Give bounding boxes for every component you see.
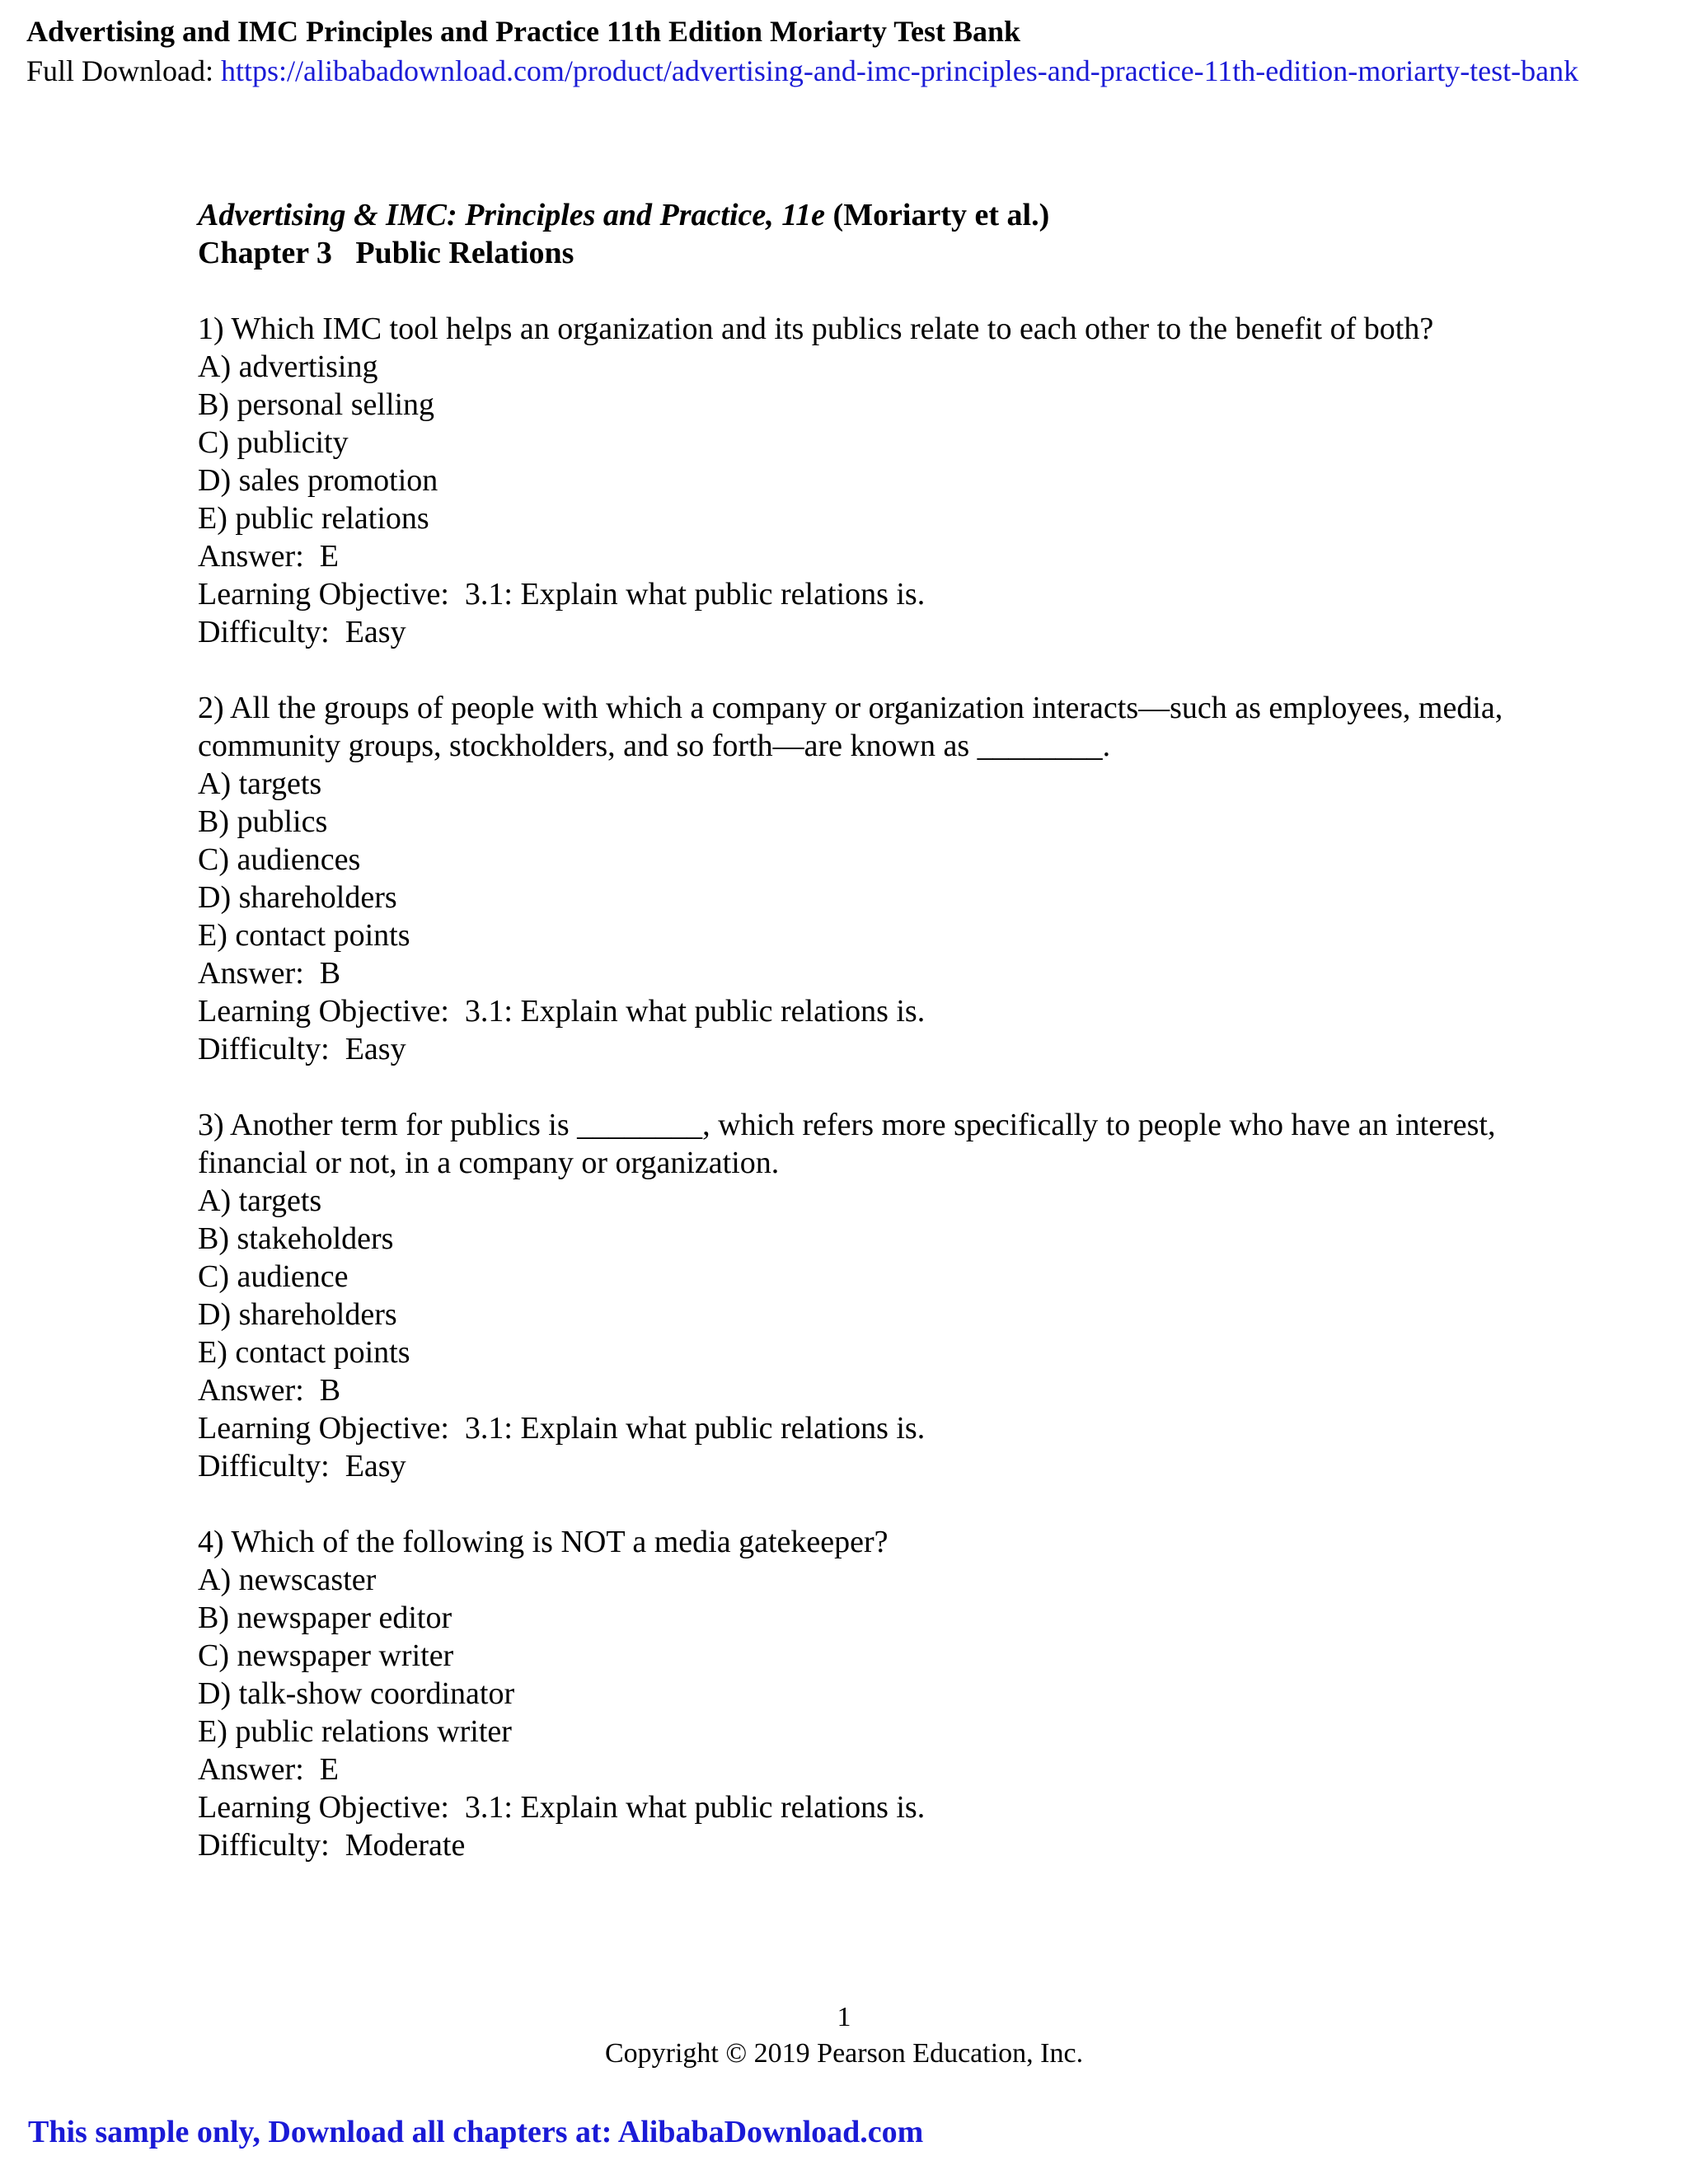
- answer-option: A) advertising: [198, 349, 378, 384]
- learning-objective: Learning Objective: 3.1: Explain what public relations is.: [198, 994, 926, 1029]
- question-stem: 3) Another term for publics is ________, which refers more specifically to people who have an interest, financial or not, in a company or organization.: [198, 1108, 1503, 1180]
- answer-option: C) newspaper writer: [198, 1638, 454, 1673]
- difficulty: Difficulty: Easy: [198, 615, 406, 649]
- book-title: [198, 196, 1517, 234]
- download-label: Full Download:: [26, 54, 222, 87]
- chapter-heading: Chapter 3 Public Relations: [198, 236, 574, 270]
- answer-option: B) publics: [198, 804, 328, 839]
- correct-answer: Answer: B: [198, 1373, 341, 1408]
- learning-objective: Learning Objective: 3.1: Explain what public relations is.: [198, 577, 926, 612]
- learning-objective: Learning Objective: 3.1: Explain what public relations is.: [198, 1411, 926, 1446]
- answer-option: B) newspaper editor: [198, 1601, 452, 1635]
- answer-option: A) targets: [198, 1183, 322, 1218]
- difficulty: Difficulty: Moderate: [198, 1828, 466, 1863]
- correct-answer: Answer: E: [198, 1752, 339, 1787]
- page-number: 1: [837, 2002, 851, 2032]
- answer-option: E) public relations writer: [198, 1714, 512, 1749]
- answer-option: D) talk-show coordinator: [198, 1676, 515, 1711]
- copyright-notice: Copyright © 2019 Pearson Education, Inc.: [604, 2038, 1084, 2069]
- answer-option: C) audiences: [198, 842, 361, 877]
- answer-option: C) audience: [198, 1259, 349, 1294]
- question-stem: 1) Which IMC tool helps an organization and its publics relate to each other to the benefit of both?: [198, 312, 1434, 346]
- answer-option: D) shareholders: [198, 1297, 397, 1332]
- difficulty: Difficulty: Easy: [198, 1032, 406, 1066]
- answer-option: D) sales promotion: [198, 463, 438, 498]
- question-block: [198, 1106, 1517, 1485]
- question-stem: 4) Which of the following is NOT a media gatekeeper?: [198, 1525, 889, 1559]
- correct-answer: Answer: E: [198, 539, 339, 574]
- answer-option: C) publicity: [198, 425, 349, 460]
- download-banner[interactable]: This sample only, Download all chapters at: AlibabaDownload.com: [28, 2115, 924, 2149]
- question-block: [198, 1523, 1517, 1864]
- answer-option: E) contact points: [198, 918, 410, 953]
- learning-objective: Learning Objective: 3.1: Explain what public relations is.: [198, 1790, 926, 1825]
- document-header-title: Advertising and IMC Principles and Practice 11th Edition Moriarty Test Bank: [26, 15, 1021, 48]
- question-block: [198, 310, 1517, 651]
- question-block: [198, 689, 1517, 1068]
- answer-option: A) newscaster: [198, 1563, 377, 1597]
- download-link[interactable]: https://alibabadownload.com/product/advertising-and-imc-principles-and-practice-11th-edition-moriarty-test-bank: [221, 54, 1579, 87]
- answer-option: B) personal selling: [198, 387, 435, 422]
- answer-option: A) targets: [198, 766, 322, 801]
- answer-option: E) public relations: [198, 501, 429, 536]
- test-bank-content: [198, 196, 1517, 1864]
- download-line: [26, 51, 1578, 91]
- answer-option: B) stakeholders: [198, 1221, 394, 1256]
- book-title-italic: Advertising & IMC: Principles and Practice, 11e: [198, 198, 826, 232]
- question-stem: 2) All the groups of people with which a company or organization interacts—such as employees, media, community groups, stockholders, and so forth—are known as ________.: [198, 691, 1511, 763]
- answer-option: E) contact points: [198, 1335, 410, 1370]
- difficulty: Difficulty: Easy: [198, 1449, 406, 1483]
- answer-option: D) shareholders: [198, 880, 397, 915]
- correct-answer: Answer: B: [198, 956, 341, 991]
- book-authors: (Moriarty et al.): [825, 198, 1050, 232]
